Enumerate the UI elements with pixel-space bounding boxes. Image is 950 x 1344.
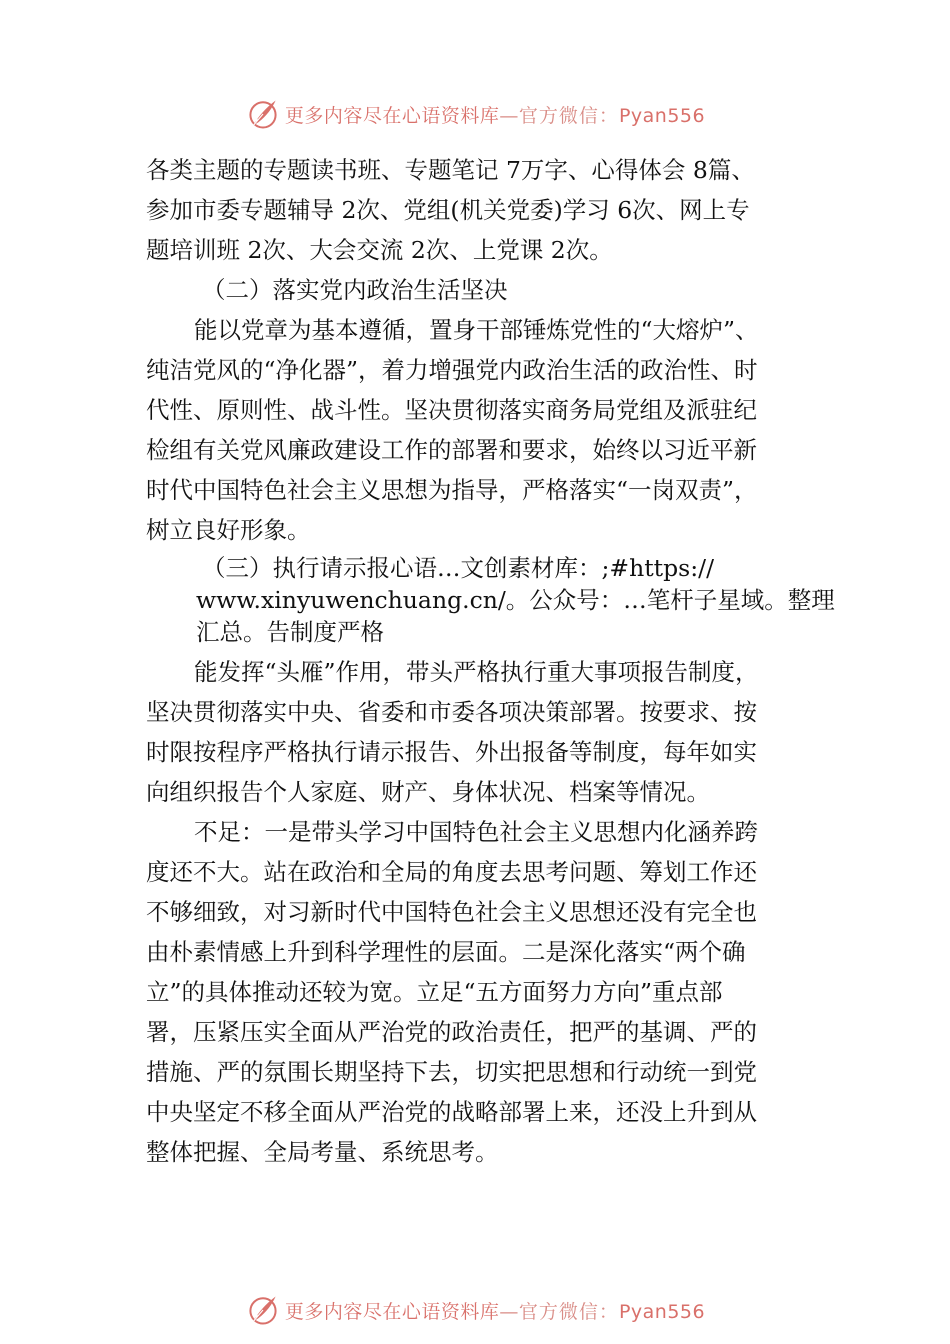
banner-wechat-id: Pyan556 [618, 104, 706, 127]
banner-text [285, 101, 705, 128]
banner-wechat-id: Pyan556 [618, 1300, 706, 1323]
text-line: 代性、原则性、战斗性。坚决贯彻落实商务局党组及派驻纪 [146, 396, 757, 424]
paragraph-reporting [146, 652, 826, 812]
text-line: 题培训班 2次、大会交流 2次、上党课 2次。 [146, 236, 613, 264]
banner-wechat-label: 官方微信： [518, 104, 619, 127]
paragraph-study-summary [146, 150, 826, 270]
text-line: 各类主题的专题读书班、专题笔记 7万字、心得体会 8篇、 [146, 156, 755, 184]
text-line: 坚决贯彻落实中央、省委和市委各项决策部署。按要求、按 [146, 698, 757, 726]
paragraph-shortcomings [146, 812, 826, 1172]
text-line: 不够细致，对习新时代中国特色社会主义思想还没有完全也 [146, 898, 757, 926]
text-line: 检组有关党风廉政建设工作的部署和要求，始终以习近平新 [146, 436, 757, 464]
heading-text-line: 汇总。告制度严格 [196, 618, 384, 646]
banner-dash: — [499, 104, 519, 127]
text-line: 由朴素情感上升到科学理性的层面。二是深化落实“两个确 [146, 938, 746, 966]
text-line: 能发挥“头雁”作用，带头严格执行重大事项报告制度， [194, 658, 759, 686]
text-line: 时代中国特色社会主义思想为指导，严格落实“一岗双责”， [146, 476, 758, 504]
text-line: 中央坚定不移全面从严治党的战略部署上来，还没上升到从 [146, 1098, 757, 1126]
paragraph-political-life [146, 310, 826, 550]
banner-brand: 更多内容尽在心语资料库 [284, 104, 500, 127]
text-line: 纯洁党风的“净化器”，着力增强党内政治生活的政治性、时 [146, 356, 758, 384]
section-heading-2 [146, 270, 826, 310]
text-line: 能以党章为基本遵循，置身干部锤炼党性的“大熔炉”、 [194, 316, 759, 344]
document-body [146, 150, 835, 1172]
heading-text: （二）落实党内政治生活坚决 [202, 276, 508, 304]
text-line: 立”的具体推动还较为宽。立足“五方面努力方向”重点部 [146, 978, 723, 1006]
text-line: 不足：一是带头学习中国特色社会主义思想内化涵养跨 [194, 818, 758, 846]
section-heading-3 [146, 552, 835, 648]
heading-text-line: www.xinyuwenchuang.cn/。公众号：…笔杆子星域。整理 [196, 586, 835, 614]
text-line: 整体把握、全局考量、系统思考。 [146, 1138, 499, 1166]
quill-pen-logo-icon [245, 96, 281, 132]
text-line: 参加市委专题辅导 2次、党组(机关党委)学习 6次、网上专 [146, 196, 750, 224]
text-line: 向组织报告个人家庭、财产、身体状况、档案等情况。 [146, 778, 710, 806]
quill-pen-logo-icon [245, 1292, 281, 1328]
text-line: 署，压紧压实全面从严治党的政治责任，把严的基调、严的 [146, 1018, 757, 1046]
banner-text [285, 1297, 705, 1324]
banner-wechat-label: 官方微信： [518, 1300, 619, 1323]
text-line: 时限按程序严格执行请示报告、外出报备等制度，每年如实 [146, 738, 757, 766]
footer-banner [0, 1290, 950, 1330]
text-line: 度还不大。站在政治和全局的角度去思考问题、筹划工作还 [146, 858, 757, 886]
header-banner [0, 94, 950, 134]
banner-dash: — [499, 1300, 519, 1323]
text-line: 树立良好形象。 [146, 516, 311, 544]
heading-text-line: （三）执行请示报心语…文创素材库：;#https:// [202, 554, 714, 582]
text-line: 措施、严的氛围长期坚持下去，切实把思想和行动统一到党 [146, 1058, 757, 1086]
banner-brand: 更多内容尽在心语资料库 [284, 1300, 500, 1323]
